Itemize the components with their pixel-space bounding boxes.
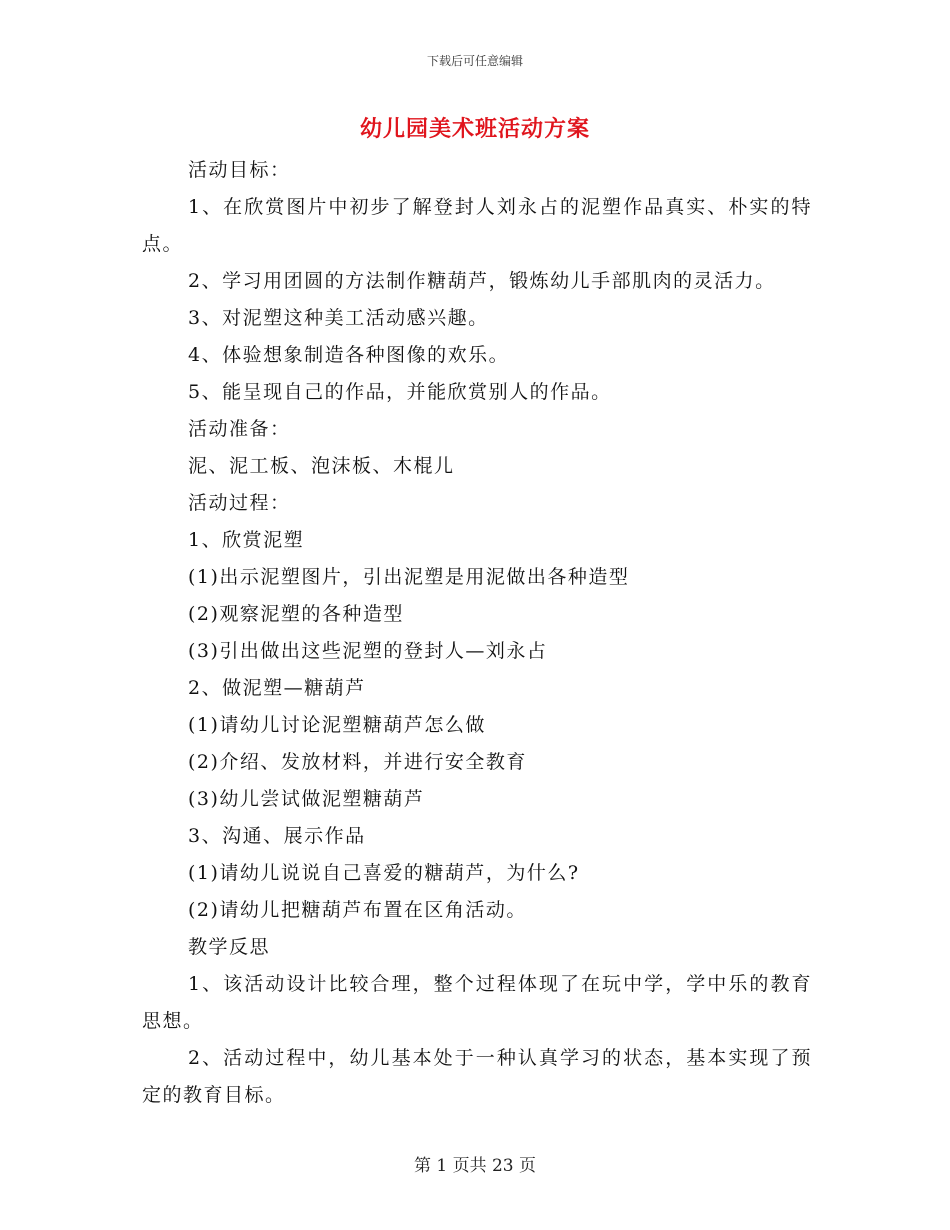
paragraph-step-2-3: (3)幼儿尝试做泥塑糖葫芦 — [188, 788, 425, 810]
paragraph-step-1-2: (2)观察泥塑的各种造型 — [188, 603, 404, 625]
page-number: 第 1 页共 23 页 — [413, 1156, 537, 1176]
paragraph-step-1-1: (1)出示泥塑图片，引出泥塑是用泥做出各种造型 — [188, 566, 630, 588]
paragraph-step-1-3: (3)引出做出这些泥塑的登封人—刘永占 — [188, 640, 548, 662]
paragraph-goals-heading: 活动目标： — [188, 159, 291, 181]
paragraph-process-heading: 活动过程： — [188, 492, 291, 514]
paragraph-step-2-1: (1)请幼儿讨论泥塑糖葫芦怎么做 — [188, 714, 486, 736]
document-title: 幼儿园美术班活动方案 — [359, 116, 590, 142]
paragraph-goal-1: 1、在欣赏图片中初步了解登封人刘永占的泥塑作品真实、朴实的特点。 — [142, 196, 812, 255]
paragraph-reflection-2: 2、活动过程中，幼儿基本处于一种认真学习的状态，基本实现了预定的教育目标。 — [142, 1047, 812, 1106]
paragraph-prep-materials: 泥、泥工板、泡沫板、木棍儿 — [188, 455, 455, 477]
paragraph-step-3-1: (1)请幼儿说说自己喜爱的糖葫芦，为什么? — [188, 862, 580, 884]
paragraph-goal-3: 3、对泥塑这种美工活动感兴趣。 — [188, 307, 489, 329]
paragraph-step-2-2: (2)介绍、发放材料，并进行安全教育 — [188, 751, 527, 773]
paragraph-goal-2: 2、学习用团圆的方法制作糖葫芦，锻炼幼儿手部肌肉的灵活力。 — [188, 270, 776, 292]
paragraph-reflection-heading: 教学反思 — [188, 936, 271, 958]
header-note: 下载后可任意编辑 — [426, 54, 523, 68]
paragraph-reflection-1: 1、该活动设计比较合理，整个过程体现了在玩中学，学中乐的教育思想。 — [142, 973, 812, 1032]
paragraph-step-3-2: (2)请幼儿把糖葫芦布置在区角活动。 — [188, 899, 527, 921]
paragraph-step-3: 3、沟通、展示作品 — [188, 825, 366, 847]
paragraph-step-2: 2、做泥塑—糖葫芦 — [188, 677, 366, 699]
paragraph-prep-heading: 活动准备： — [188, 418, 291, 440]
paragraph-goal-5: 5、能呈现自己的作品，并能欣赏别人的作品。 — [188, 381, 612, 403]
document-body — [142, 152, 812, 1114]
paragraph-goal-4: 4、体验想象制造各种图像的欢乐。 — [188, 344, 510, 366]
paragraph-step-1: 1、欣赏泥塑 — [188, 529, 305, 551]
